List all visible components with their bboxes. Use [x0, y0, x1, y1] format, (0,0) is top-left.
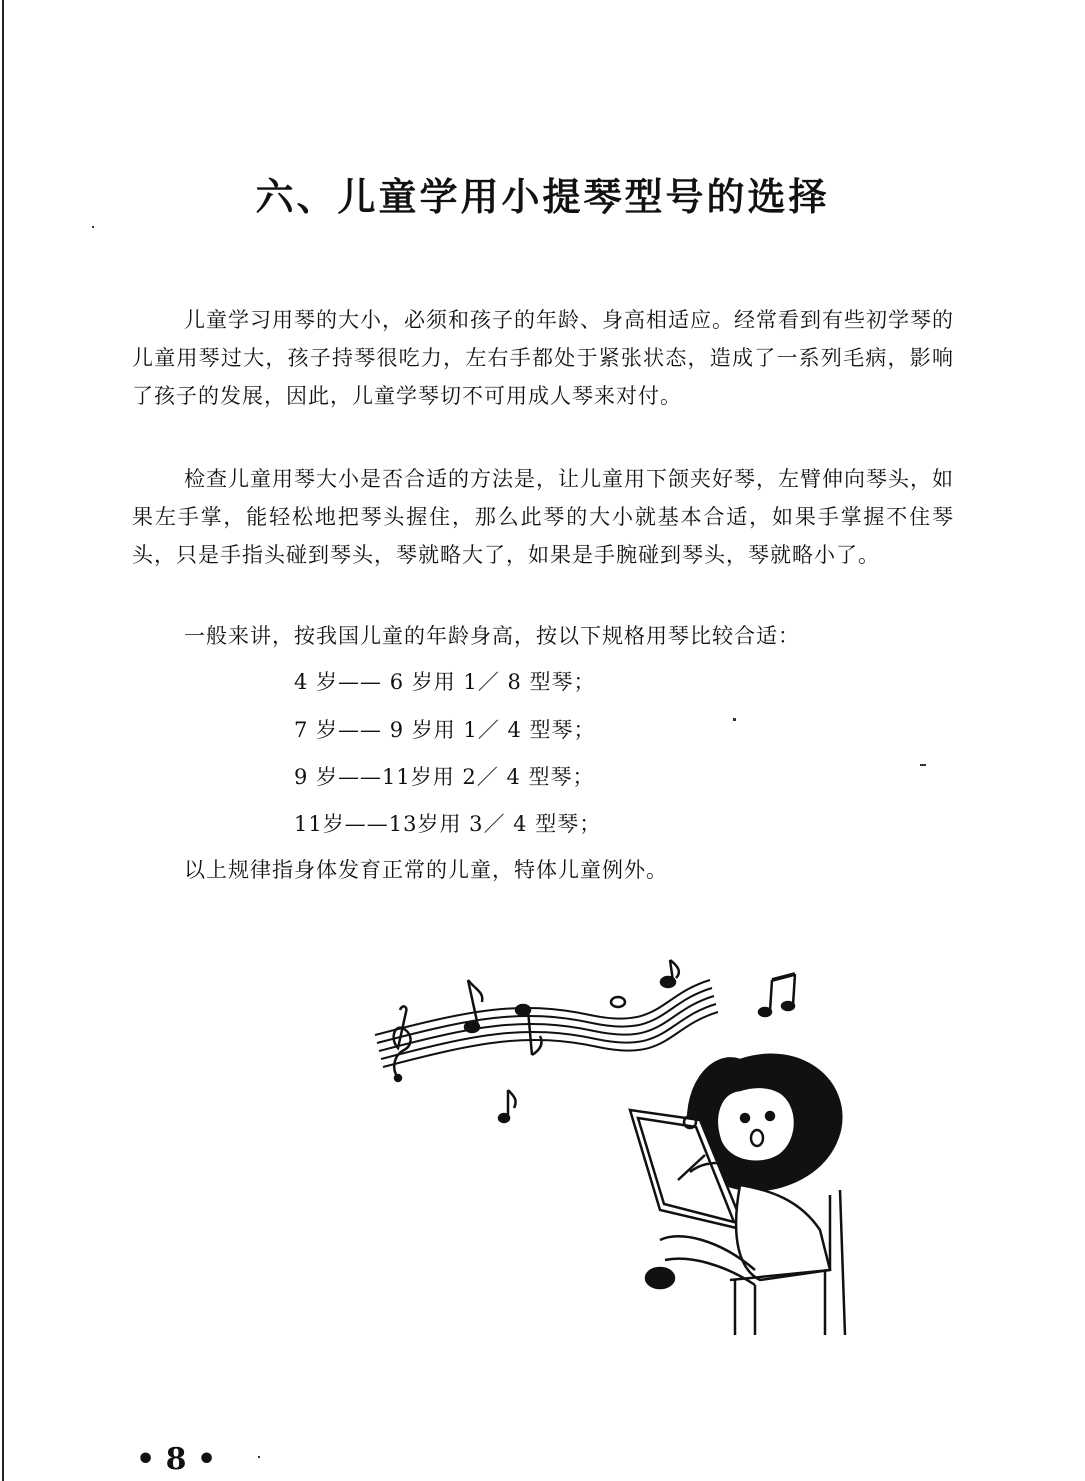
child-figure [630, 1055, 845, 1335]
spec-line-4: 11岁——13岁用 3／ 4 型琴； [294, 812, 602, 836]
closing-paragraph: 以上规律指身体发育正常的儿童，特体儿童例外。 [184, 858, 668, 882]
speck-mark [733, 718, 736, 721]
paragraph-2: 检查儿童用琴大小是否合适的方法是，让儿童用下颌夹好琴，左臂伸向琴头，如果左手掌，能轻松地把琴头握住，那么此琴的大小就基本合适，如果手掌握不住琴头，只是手指头碰到琴头，琴就略大了，如果是手腕碰到琴头，琴就略小了。 [132, 467, 954, 567]
paragraph-1: 儿童学习用琴的大小，必须和孩子的年龄、身高相适应。经常看到有些初学琴的儿童用琴过大，孩子持琴很吃力，左右手都处于紧张状态，造成了一系列毛病，影响了孩子的发展，因此，儿童学琴切不可用成人琴来对付。 [132, 308, 954, 408]
spec-line-2: 7 岁—— 9 岁用 1／ 4 型琴； [294, 718, 596, 742]
page-edge-rule [2, 0, 4, 1481]
speck-mark [920, 764, 926, 766]
page-title: 六、儿童学用小提琴型号的选择 [255, 175, 830, 219]
speck-mark [258, 1456, 260, 1458]
child-drawing-illustration [360, 940, 880, 1350]
spec-line-3: 9 岁——11岁用 2／ 4 型琴； [294, 765, 595, 789]
music-staff-illustration [375, 980, 718, 1067]
page-number: • 8 • [136, 1442, 217, 1477]
speck-mark [92, 226, 94, 228]
paragraph-3: 一般来讲，按我国儿童的年龄身高，按以下规格用琴比较合适： [184, 624, 800, 648]
spec-line-1: 4 岁—— 6 岁用 1／ 8 型琴； [294, 670, 596, 694]
